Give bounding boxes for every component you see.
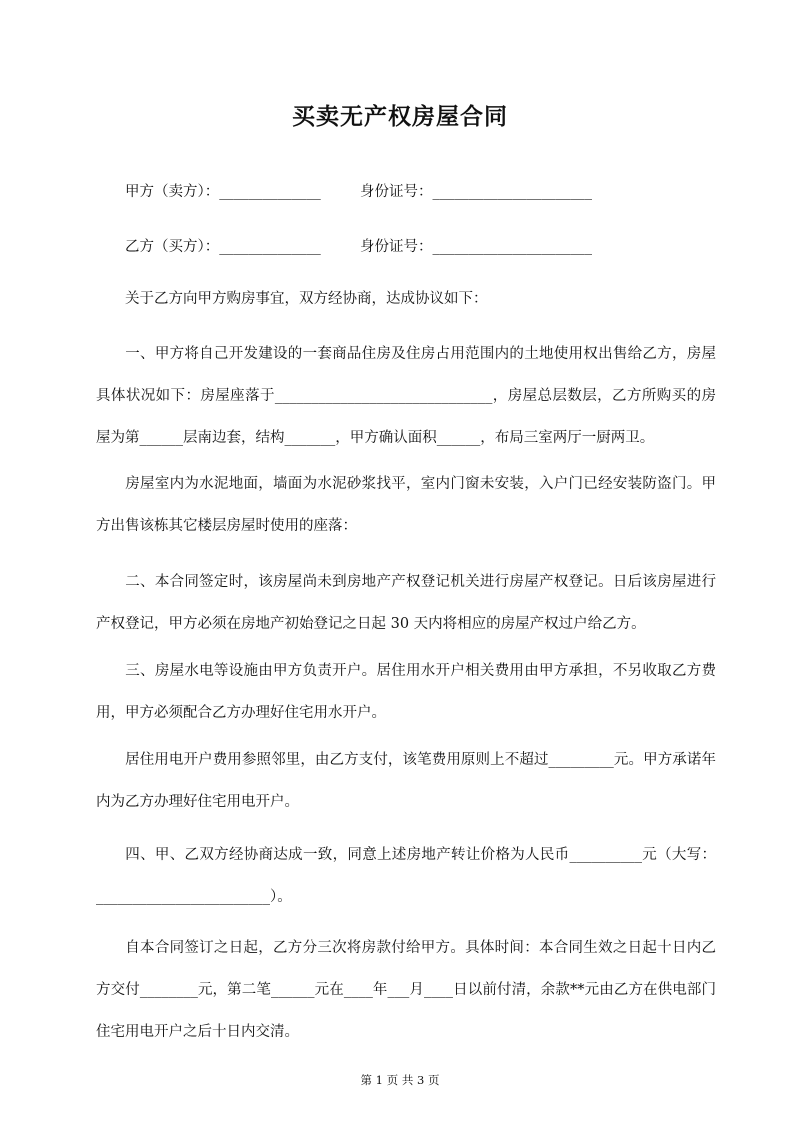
- party-b-line: [125, 235, 592, 256]
- party-a-id-label: 身份证号：______________________: [360, 184, 592, 200]
- page-number-footer: 第 1 页 共 3 页: [360, 1073, 440, 1087]
- party-a-line: [125, 180, 592, 201]
- party-b-label: 乙方（买方）：______________: [125, 239, 321, 255]
- paragraph-clause-2: 二、本合同签定时，该房屋尚未到房地产产权登记机关进行房屋产权登记。日后该房屋进行产权登记，甲方必须在房地产初始登记之日起 30 天内将相应的房屋产权过户给乙方。: [96, 574, 716, 632]
- paragraph-clause-3: 三、房屋水电等设施由甲方负责开户。居住用水开户相关费用由甲方承担，不另收取乙方费用，甲方必须配合乙方办理好住宅用水开户。: [96, 663, 716, 721]
- paragraph-intro: 关于乙方向甲方购房事宜，双方经协商，达成协议如下：: [125, 291, 488, 307]
- paragraph-clause-1-detail: 房屋室内为水泥地面，墙面为水泥砂浆找平，室内门窗未安装，入户门已经安装防盗门。甲方出售该栋其它楼层房屋时使用的座落：: [96, 476, 716, 534]
- document-title: 买卖无产权房屋合同: [292, 103, 508, 130]
- paragraph-clause-1: 一、甲方将自己开发建设的一套商品住房及住房占用范围内的土地使用权出售给乙方，房屋具体状况如下：房屋座落于______________________________，房屋总层数层，乙方所购买的房屋为第______层南边套，结构_______，甲方确认面积______，布局三室两厅一厨两卫。: [96, 346, 716, 446]
- paragraph-clause-4: 四、甲、乙双方经协商达成一致，同意上述房地产转让价格为人民币__________元（大写：________________________）。: [96, 847, 716, 905]
- paragraph-payment-terms: 自本合同签订之日起，乙方分三次将房款付给甲方。具体时间：本合同生效之日起十日内乙方交付________元，第二笔______元在____年___月____日以前付清，余款**元由乙方在供电部门住宅用电开户之后十日内交清。: [96, 940, 716, 1040]
- party-b-id-label: 身份证号：______________________: [360, 239, 592, 255]
- party-a-label: 甲方（卖方）：______________: [125, 184, 321, 200]
- paragraph-clause-3-detail: 居住用电开户费用参照邻里，由乙方支付，该笔费用原则上不超过_________元。甲方承诺年内为乙方办理好住宅用电开户。: [96, 752, 716, 810]
